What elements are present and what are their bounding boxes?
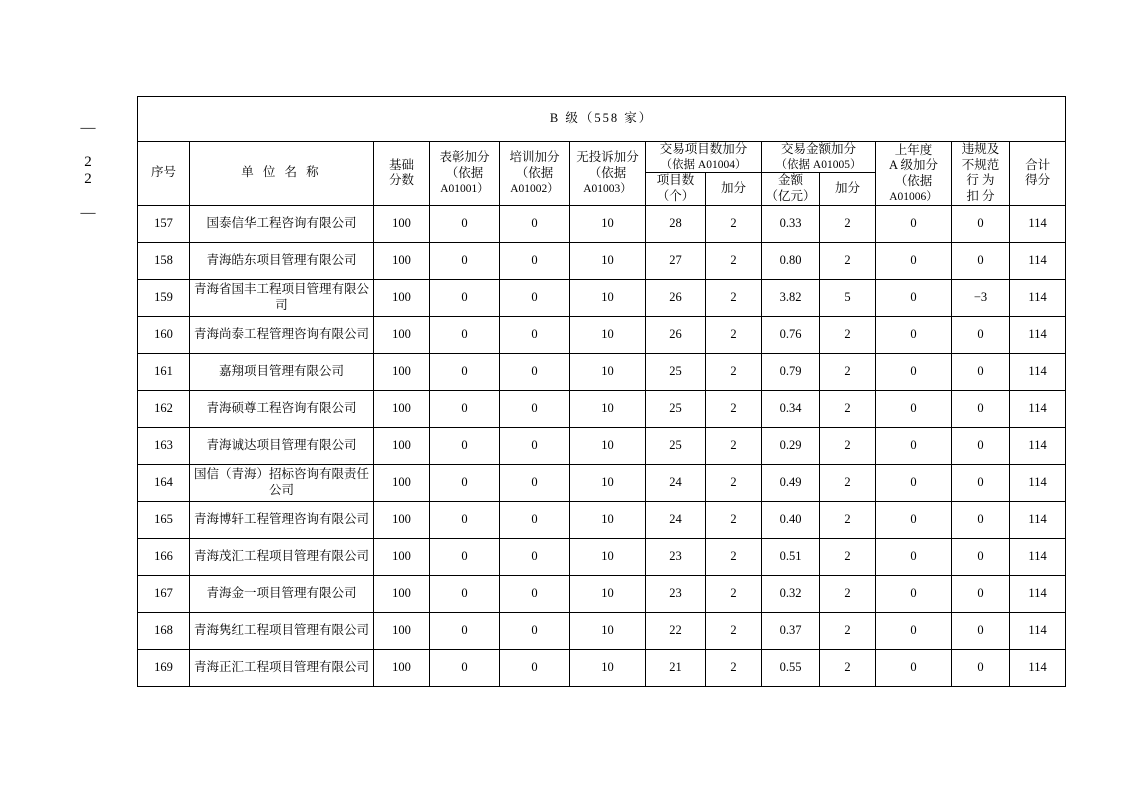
cell-last-year: 0 (876, 612, 952, 649)
cell-no-complaint: 10 (570, 612, 646, 649)
header-deal-amount-group-line1: 交易金额加分 (780, 142, 856, 157)
cell-no-complaint: 10 (570, 205, 646, 242)
header-deal-count-score: 加分 (706, 173, 762, 205)
cell-base-score: 100 (374, 612, 430, 649)
cell-total: 114 (1010, 242, 1066, 279)
table-row (138, 612, 1066, 649)
cell-total: 114 (1010, 501, 1066, 538)
cell-commend: 0 (430, 427, 500, 464)
table-row (138, 649, 1066, 686)
cell-deal-count-score: 2 (706, 316, 762, 353)
header-violation-line3: 行 为 (966, 173, 995, 188)
cell-total: 114 (1010, 538, 1066, 575)
table-row (138, 242, 1066, 279)
header-last-year-a-bonus (876, 142, 952, 206)
cell-deal-count-score: 2 (706, 353, 762, 390)
cell-deal-count-score: 2 (706, 427, 762, 464)
table-row (138, 390, 1066, 427)
cell-commend: 0 (430, 316, 500, 353)
cell-last-year: 0 (876, 501, 952, 538)
cell-base-score: 100 (374, 538, 430, 575)
cell-commend: 0 (430, 501, 500, 538)
cell-total: 114 (1010, 205, 1066, 242)
page-number-left-dash: — (80, 120, 96, 137)
header-commend-line2: （依据 (445, 166, 484, 181)
header-total-score (1010, 142, 1066, 206)
cell-deal-count: 26 (646, 279, 706, 316)
cell-no-complaint: 10 (570, 390, 646, 427)
header-violation-line2: 不规范 (961, 157, 1000, 172)
cell-base-score: 100 (374, 575, 430, 612)
cell-violation: 0 (952, 353, 1010, 390)
cell-last-year: 0 (876, 538, 952, 575)
header-training-line3: A01002） (510, 182, 559, 195)
cell-deal-amount: 0.55 (762, 649, 820, 686)
cell-deal-amount: 3.82 (762, 279, 820, 316)
cell-deal-count-score: 2 (706, 279, 762, 316)
cell-deal-amount-score: 2 (820, 501, 876, 538)
header-violation-line1: 违规及 (961, 142, 1000, 156)
header-deal-count-group (646, 142, 762, 173)
table-row (138, 205, 1066, 242)
header-training (500, 142, 570, 206)
cell-deal-amount-score: 2 (820, 427, 876, 464)
cell-violation: 0 (952, 242, 1010, 279)
cell-last-year: 0 (876, 205, 952, 242)
cell-index: 169 (138, 649, 190, 686)
cell-total: 114 (1010, 575, 1066, 612)
cell-commend: 0 (430, 279, 500, 316)
cell-violation: 0 (952, 390, 1010, 427)
cell-index: 159 (138, 279, 190, 316)
cell-deal-amount: 0.49 (762, 464, 820, 501)
header-training-line1: 培训加分 (509, 150, 560, 165)
table-title: B 级（558 家） (138, 97, 1066, 142)
cell-deal-amount: 0.34 (762, 390, 820, 427)
cell-index: 168 (138, 612, 190, 649)
cell-unit-name: 青海金一项目管理有限公司 (190, 575, 374, 612)
cell-last-year: 0 (876, 316, 952, 353)
cell-commend: 0 (430, 612, 500, 649)
cell-training: 0 (500, 649, 570, 686)
header-deal-count (646, 173, 706, 205)
header-deal-amount-group-line2: （依据 A01005） (775, 158, 862, 171)
cell-training: 0 (500, 242, 570, 279)
table-title-row (138, 97, 1066, 142)
cell-base-score: 100 (374, 205, 430, 242)
cell-violation: 0 (952, 205, 1010, 242)
header-deal-count-line2: （个） (656, 188, 695, 203)
header-violation-deduction (952, 142, 1010, 206)
cell-unit-name: 国泰信华工程咨询有限公司 (190, 205, 374, 242)
cell-no-complaint: 10 (570, 649, 646, 686)
cell-deal-amount: 0.33 (762, 205, 820, 242)
cell-deal-amount-score: 2 (820, 538, 876, 575)
cell-last-year: 0 (876, 649, 952, 686)
cell-deal-count-score: 2 (706, 649, 762, 686)
cell-deal-amount: 0.76 (762, 316, 820, 353)
cell-unit-name: 青海皓东项目管理有限公司 (190, 242, 374, 279)
cell-deal-amount-score: 2 (820, 464, 876, 501)
header-deal-amount-score: 加分 (820, 173, 876, 205)
header-commend (430, 142, 500, 206)
header-total-line2: 得分 (1025, 173, 1051, 188)
cell-unit-name: 青海省国丰工程项目管理有限公司 (190, 279, 374, 316)
cell-commend: 0 (430, 242, 500, 279)
cell-commend: 0 (430, 575, 500, 612)
header-commend-line1: 表彰加分 (439, 150, 490, 165)
header-deal-amount-group (762, 142, 876, 173)
cell-last-year: 0 (876, 279, 952, 316)
cell-total: 114 (1010, 279, 1066, 316)
cell-index: 160 (138, 316, 190, 353)
cell-index: 167 (138, 575, 190, 612)
header-deal-amount-line1: 金额 (777, 173, 803, 188)
cell-training: 0 (500, 390, 570, 427)
cell-last-year: 0 (876, 353, 952, 390)
header-deal-count-group-line2: （依据 A01004） (660, 158, 747, 171)
header-deal-count-line1: 项目数 (656, 173, 695, 188)
cell-unit-name: 国信（青海）招标咨询有限责任公司 (190, 464, 374, 501)
header-row-1 (138, 142, 1066, 173)
cell-no-complaint: 10 (570, 279, 646, 316)
cell-base-score: 100 (374, 353, 430, 390)
header-base-score (374, 142, 430, 206)
cell-deal-count: 24 (646, 501, 706, 538)
cell-deal-count: 23 (646, 575, 706, 612)
cell-index: 163 (138, 427, 190, 464)
cell-training: 0 (500, 464, 570, 501)
cell-deal-amount-score: 2 (820, 390, 876, 427)
header-violation-line4: 扣 分 (966, 188, 995, 203)
cell-deal-amount-score: 2 (820, 353, 876, 390)
cell-deal-count: 27 (646, 242, 706, 279)
cell-total: 114 (1010, 464, 1066, 501)
header-last-year-line4: A01006） (889, 190, 938, 203)
cell-last-year: 0 (876, 242, 952, 279)
cell-deal-amount-score: 2 (820, 649, 876, 686)
cell-last-year: 0 (876, 390, 952, 427)
cell-base-score: 100 (374, 390, 430, 427)
table-row (138, 501, 1066, 538)
cell-training: 0 (500, 538, 570, 575)
cell-no-complaint: 10 (570, 242, 646, 279)
header-last-year-line1: 上年度 (894, 142, 933, 157)
page-number-right-dash: — (80, 205, 96, 222)
cell-violation: 0 (952, 464, 1010, 501)
header-last-year-line2: A 级加分 (889, 158, 938, 173)
cell-training: 0 (500, 575, 570, 612)
table-row (138, 427, 1066, 464)
cell-commend: 0 (430, 464, 500, 501)
header-commend-line3: A01001） (440, 182, 489, 195)
cell-commend: 0 (430, 353, 500, 390)
page-number-value: 22 (80, 154, 96, 188)
cell-index: 158 (138, 242, 190, 279)
cell-base-score: 100 (374, 242, 430, 279)
cell-base-score: 100 (374, 279, 430, 316)
cell-violation: 0 (952, 501, 1010, 538)
cell-unit-name: 青海诚达项目管理有限公司 (190, 427, 374, 464)
table-row (138, 464, 1066, 501)
cell-total: 114 (1010, 612, 1066, 649)
cell-commend: 0 (430, 649, 500, 686)
cell-base-score: 100 (374, 501, 430, 538)
cell-deal-count: 22 (646, 612, 706, 649)
cell-deal-count: 24 (646, 464, 706, 501)
cell-deal-amount-score: 2 (820, 612, 876, 649)
cell-deal-amount-score: 2 (820, 205, 876, 242)
header-no-complaint-line3: A01003） (583, 182, 632, 195)
cell-base-score: 100 (374, 427, 430, 464)
cell-deal-amount: 0.51 (762, 538, 820, 575)
header-base-score-line2: 分数 (388, 173, 414, 188)
cell-index: 165 (138, 501, 190, 538)
cell-index: 161 (138, 353, 190, 390)
cell-no-complaint: 10 (570, 427, 646, 464)
cell-deal-count: 23 (646, 538, 706, 575)
cell-violation: 0 (952, 575, 1010, 612)
cell-deal-count-score: 2 (706, 464, 762, 501)
header-total-line1: 合计 (1025, 157, 1051, 172)
cell-deal-count-score: 2 (706, 538, 762, 575)
table-row (138, 316, 1066, 353)
header-deal-amount-line2: （亿元） (765, 188, 816, 203)
table-row (138, 353, 1066, 390)
header-unit-name: 单 位 名 称 (190, 142, 374, 206)
cell-training: 0 (500, 279, 570, 316)
cell-total: 114 (1010, 427, 1066, 464)
cell-deal-count-score: 2 (706, 390, 762, 427)
cell-no-complaint: 10 (570, 316, 646, 353)
cell-deal-amount: 0.29 (762, 427, 820, 464)
cell-unit-name: 嘉翔项目管理有限公司 (190, 353, 374, 390)
cell-deal-count-score: 2 (706, 205, 762, 242)
cell-violation: 0 (952, 649, 1010, 686)
header-no-complaint (570, 142, 646, 206)
table-row (138, 279, 1066, 316)
cell-deal-amount: 0.37 (762, 612, 820, 649)
cell-violation: 0 (952, 427, 1010, 464)
cell-training: 0 (500, 205, 570, 242)
header-base-score-line1: 基础 (388, 157, 414, 172)
cell-index: 157 (138, 205, 190, 242)
cell-last-year: 0 (876, 575, 952, 612)
cell-base-score: 100 (374, 316, 430, 353)
cell-unit-name: 青海尚泰工程管理咨询有限公司 (190, 316, 374, 353)
cell-unit-name: 青海博轩工程管理咨询有限公司 (190, 501, 374, 538)
cell-base-score: 100 (374, 464, 430, 501)
cell-training: 0 (500, 612, 570, 649)
ranking-table (137, 96, 1066, 687)
cell-base-score: 100 (374, 649, 430, 686)
cell-training: 0 (500, 316, 570, 353)
cell-deal-count-score: 2 (706, 242, 762, 279)
header-deal-count-group-line1: 交易项目数加分 (659, 142, 748, 157)
cell-training: 0 (500, 353, 570, 390)
table-row (138, 538, 1066, 575)
cell-no-complaint: 10 (570, 353, 646, 390)
cell-deal-amount-score: 5 (820, 279, 876, 316)
cell-total: 114 (1010, 649, 1066, 686)
page-number (36, 120, 96, 222)
cell-deal-count: 21 (646, 649, 706, 686)
cell-commend: 0 (430, 205, 500, 242)
header-no-complaint-line1: 无投诉加分 (576, 150, 639, 165)
cell-index: 162 (138, 390, 190, 427)
cell-total: 114 (1010, 316, 1066, 353)
cell-violation: 0 (952, 316, 1010, 353)
cell-total: 114 (1010, 390, 1066, 427)
cell-deal-count: 25 (646, 390, 706, 427)
cell-no-complaint: 10 (570, 501, 646, 538)
cell-deal-count: 28 (646, 205, 706, 242)
cell-deal-count: 25 (646, 353, 706, 390)
cell-deal-count-score: 2 (706, 501, 762, 538)
cell-deal-amount-score: 2 (820, 575, 876, 612)
cell-commend: 0 (430, 538, 500, 575)
cell-last-year: 0 (876, 427, 952, 464)
cell-total: 114 (1010, 353, 1066, 390)
cell-training: 0 (500, 427, 570, 464)
cell-deal-count-score: 2 (706, 612, 762, 649)
table-row (138, 575, 1066, 612)
cell-no-complaint: 10 (570, 538, 646, 575)
cell-deal-count: 25 (646, 427, 706, 464)
cell-violation: 0 (952, 612, 1010, 649)
cell-last-year: 0 (876, 464, 952, 501)
cell-unit-name: 青海正汇工程项目管理有限公司 (190, 649, 374, 686)
cell-index: 166 (138, 538, 190, 575)
cell-index: 164 (138, 464, 190, 501)
cell-deal-amount: 0.79 (762, 353, 820, 390)
cell-violation: −3 (952, 279, 1010, 316)
cell-deal-count: 26 (646, 316, 706, 353)
cell-deal-amount: 0.40 (762, 501, 820, 538)
cell-violation: 0 (952, 538, 1010, 575)
cell-deal-count-score: 2 (706, 575, 762, 612)
cell-training: 0 (500, 501, 570, 538)
cell-no-complaint: 10 (570, 575, 646, 612)
cell-commend: 0 (430, 390, 500, 427)
cell-unit-name: 青海硕尊工程咨询有限公司 (190, 390, 374, 427)
header-training-line2: （依据 (515, 166, 554, 181)
cell-unit-name: 青海隽红工程项目管理有限公司 (190, 612, 374, 649)
cell-deal-amount: 0.80 (762, 242, 820, 279)
cell-deal-amount-score: 2 (820, 316, 876, 353)
header-no-complaint-line2: （依据 (588, 166, 627, 181)
header-index: 序号 (138, 142, 190, 206)
cell-unit-name: 青海茂汇工程项目管理有限公司 (190, 538, 374, 575)
cell-deal-amount-score: 2 (820, 242, 876, 279)
cell-no-complaint: 10 (570, 464, 646, 501)
header-deal-amount (762, 173, 820, 205)
header-last-year-line3: （依据 (894, 173, 933, 188)
cell-deal-amount: 0.32 (762, 575, 820, 612)
